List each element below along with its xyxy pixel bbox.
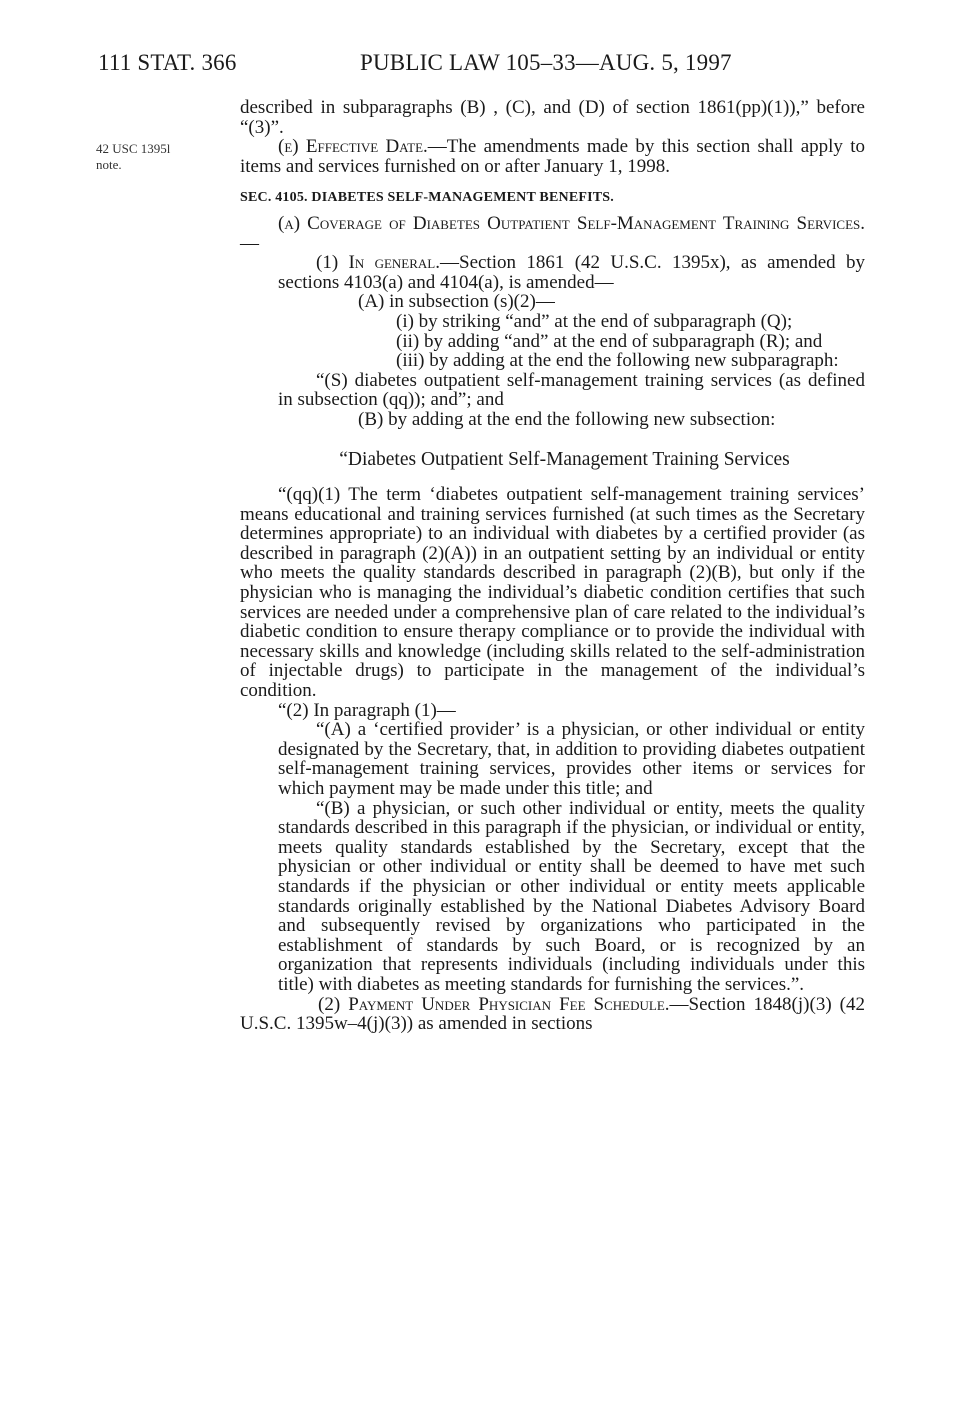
paragraph-effective-date [240,137,865,176]
statute-page-reference: 111 STAT. 366 [98,50,237,75]
margin-note-citation: 42 USC 1395l [96,141,171,156]
paragraph-2-payment [240,995,865,1034]
subsection-qq-subparagraph-A: “(A) a ‘certified provider’ is a physician, or other individual or entity designated by the Secretary, that, in addition to providing diabetes outpatient self-management training services, provides other items or services for which payment may be made under this title; and [278,719,865,799]
margin-note [96,141,170,173]
subparagraph-S: “(S) diabetes outpatient self-management training services (as defined in subsection (qq)); and”; and [278,369,865,411]
subsection-qq-subparagraph-B: “(B) a physician, or such other individual or entity, meets the quality standards described in this paragraph if the physician, or individual or entity, meets quality standards established by the Secretary, except that the physician or other individual or entity shall be deemed to have met such standards if the physician or other individual or entity meets applicable standards originally established by the National Diabetes Advisory Board and subsequently revised by organizations who participated in the establishment of standards by such Board, or is recognized by an organization that represents individuals (including individuals under this title) with diabetes as meeting standards for furnishing the services.”. [278,797,865,995]
subsection-qq-paragraph-1: “(qq)(1) The term ‘diabetes outpatient self-management training services’ means educational and training services furnished (at such times as the Secretary determines appropriate) to an individual with diabetes by a certified provider (as described in paragraph (2)(A)) in an outpatient setting by an individual or entity who meets the quality standards described in paragraph (2)(B), but only if the physician who is managing the individual’s diabetic condition certifies that such services are needed under a comprehensive plan of care related to the individual’s diabetic condition to ensure therapy compliance or to provide the individual with necessary skills and knowledge (including skills related to the self-administration of injectable drugs) to participate in the management of the individual’s condition. [240,484,865,702]
clause-ii: (ii) by adding “and” at the end of subparagraph (R); and [396,330,823,352]
subparagraph-S-block [240,371,865,430]
subsection-qq-paragraph-2-block [240,701,865,995]
paragraph-1-heading: In general. [348,252,440,274]
paragraph-2-heading: Payment Under Physician Fee Schedule. [348,993,670,1015]
clause-i: (i) by striking “and” at the end of subparagraph (Q); [396,310,793,332]
clause-iii: (iii) by adding at the end the following new subparagraph: [396,350,839,372]
effective-date-heading: (e) Effective Date. [278,136,428,158]
paragraph-1-text: —Section 1861 (42 U.S.C. 1395x), as amended by sections 4103(a) and 4104(a), is amended— [278,252,866,293]
paragraph-2-text: —Section 1848(j)(3) (42 U.S.C. 1395w–4(j)(3)) as amended in sections [240,993,866,1035]
subparagraph-B: (B) by adding at the end the following new subsection: [358,408,776,430]
section-heading: SEC. 4105. DIABETES SELF-MANAGEMENT BENEFITS. [240,190,614,206]
subsection-qq-paragraph-2: “(2) In paragraph (1)— [278,699,456,721]
clauses-block [240,312,865,371]
paragraph-1-block [240,253,865,312]
paragraph-2-number: (2) [318,993,349,1015]
paragraph-1 [278,253,865,292]
subsection-qq-heading: “Diabetes Outpatient Self-Management Training Services [339,448,790,470]
subsection-a-dash: — [240,232,259,254]
subsection-a-heading [240,214,865,253]
public-law-title: PUBLIC LAW 105–33—AUG. 5, 1997 [360,50,732,75]
document-body [240,98,865,1034]
subsection-a-title: (a) Coverage of Diabetes Outpatient Self-Management Training Services. [278,212,865,234]
margin-note-label: note. [96,157,122,172]
paragraph-1-number: (1) [316,252,349,274]
effective-date-text: —The amendments made by this section shall apply to items and services furnished on or after January 1, 1998. [240,136,865,177]
paragraph-continuation: described in subparagraphs (B) , (C), and (D) of section 1861(pp)(1)),” before “(3)”. [240,97,865,138]
subparagraph-A: (A) in subsection (s)(2)— [358,291,555,313]
